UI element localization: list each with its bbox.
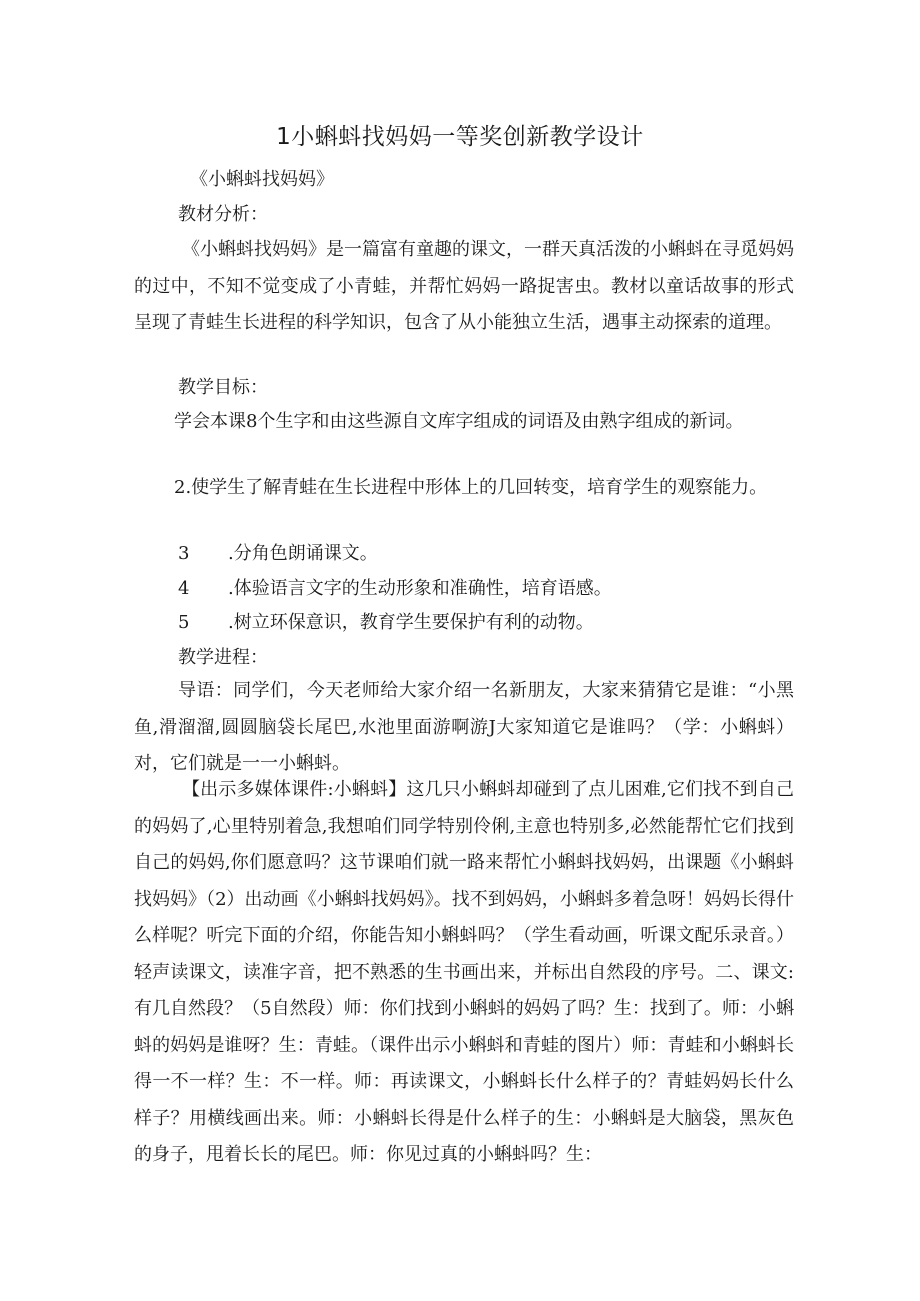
goal-2: 2.使学生了解青蛙在生长进程中形体上的几回转变，培育学生的观察能力。 (174, 477, 768, 498)
page-title: 1小蝌蚪找妈妈一等奖创新教学设计 (276, 124, 644, 150)
goal-3-number: 3 (178, 543, 190, 564)
process-heading: 教学进程： (178, 647, 268, 668)
goal-4 (178, 571, 612, 608)
main-paragraph: 【出示多媒体课件:小蝌蚪】这几只小蝌蚪却碰到了点儿困难,它们找不到自己的妈妈了,心里特别着急,我想咱们同学特别伶俐,主意也特别多,必然能帮忙它们找到自己的妈妈,你们愿意吗？这节课咱们就一路来帮忙小蝌蚪找妈妈，出课题《小蝌蚪找妈妈》（2）出动画《小蝌蚪找妈妈》。找不到妈妈，小蝌蚪多着急呀！妈妈长得什么样呢？听完下面的介绍，你能告知小蝌蚪吗？（学生看动画，听课文配乐录音。）轻声读课文，读准字音，把不熟悉的生书画出来，并标出自然段的序号。二、课文:有几自然段？（5自然段）师：你们找到小蝌蚪的妈妈了吗？生：找到了。师：小蝌蚪的妈妈是谁呀？生：青蛙。（课件出示小蝌蚪和青蛙的图片）师：青蛙和小蝌蚪长得一不一样？生：不一样。师：再读课文，小蝌蚪长什么样子的？青蛙妈妈长什么样子？用横线画出来。师：小蝌蚪长得是什么样子的生：小蝌蚪是大脑袋，黑灰色的身子，甩着长长的尾巴。师：你见过真的小蝌蚪吗？生： (134, 779, 794, 1165)
subtitle: 《小蝌蚪找妈妈》 (190, 169, 334, 190)
goal-4-number: 4 (178, 578, 190, 599)
intro-paragraph: 导语：同学们，今天老师给大家介绍一名新朋友，大家来猜猜它是谁：“小黑鱼,滑溜溜,圆圆脑袋长尾巴,水池里面游啊游J大家知道它是谁吗？（学：小蝌蚪）对，它们就是一一小蝌蚪。 (134, 680, 794, 774)
goal-5-text: .树立环保意识，教育学生要保护有利的动物。 (228, 612, 594, 633)
goal-1: 学会本课8个生字和由这些源自文库字组成的词语及由熟字组成的新词。 (174, 411, 744, 432)
material-heading: 教材分析： (178, 204, 268, 225)
goal-5 (178, 605, 594, 642)
goal-3-text: .分角色朗诵课文。 (228, 543, 378, 564)
goal-5-number: 5 (178, 612, 190, 633)
goals-heading: 教学目标： (178, 377, 268, 398)
goal-3 (178, 536, 378, 573)
material-paragraph: 《小蝌蚪找妈妈》是一篇富有童趣的课文，一群天真活泼的小蝌蚪在寻觅妈妈的过中，不知不觉变成了小青蛙，并帮忙妈妈一路捉害虫。教材以童话故事的形式呈现了青蛙生长进程的科学知识，包含了从小能独立生活，遇事主动探索的道理。 (134, 239, 794, 333)
goal-4-text: .体验语言文字的生动形象和准确性，培育语感。 (228, 578, 612, 599)
